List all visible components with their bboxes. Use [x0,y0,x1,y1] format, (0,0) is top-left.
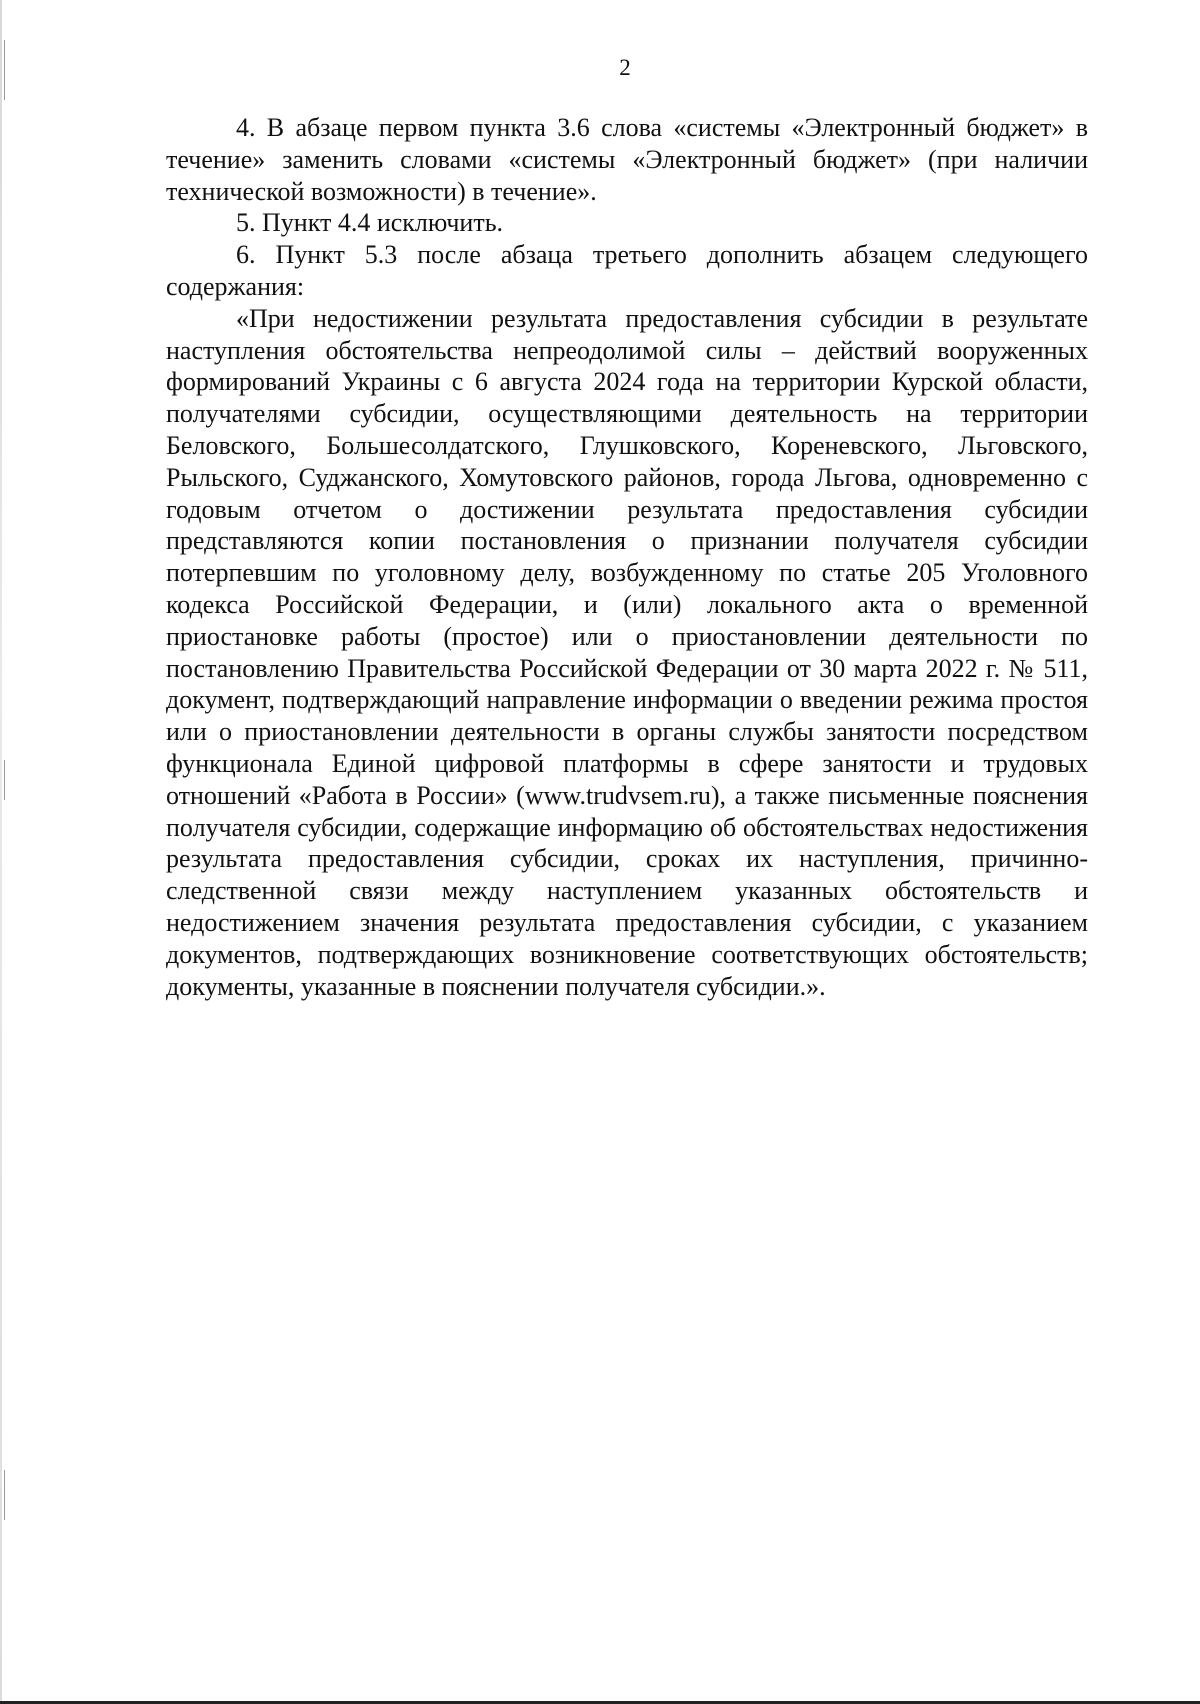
quoted-paragraph: «При недостижении результата предоставления субсидии в результате наступления обстоятельства непреодолимой силы – действий вооруженных формирований Украины с 6 августа 2024 года на территории Курской области, получателями субсидии, осуществляющими деятельность на территории Беловского, Большесолдатского, Глушковского, Кореневского, Льговского, Рыльского, Суджанского, Хомутовского районов, города Льгова, одновременно с годовым отчетом о достижении результата предоставления субсидии представляются копии постановления о признании получателя субсидии потерпевшим по уголовному делу, возбужденному по статье 205 Уголовного кодекса Российской Федерации, и (или) локального акта о временной приостановке работы (простое) или о приостановлении деятельности по постановлению Правительства Российской Федерации от 30 марта 2022 г. № 511, документ, подтверждающий направление информации о введении режима простоя или о приостановлении деятельности в органы службы занятости посредством функционала Единой цифровой платформы в сфере занятости и трудовых отношений «Работа в России» (www.trudvsem.ru), а также письменные пояснения получателя субсидии, содержащие информацию об обстоятельствах недостижения результата предоставления субсидии, сроках их наступления, причинно-следственной связи между наступлением указанных обстоятельств и недостижением значения результата предоставления субсидии, с указанием документов, подтверждающих возникновение соответствующих обстоятельств; документы, указанные в пояснении получателя субсидии.». [166,303,1088,1001]
page-number: 2 [619,55,631,80]
document-body [166,112,1088,1002]
paragraph-item-6: 6. Пункт 5.3 после абзаца третьего дополнить абзацем следующего содержания: [166,240,1088,301]
scan-mark [4,1470,5,1520]
scan-mark [4,760,5,800]
paragraph-item-4: 4. В абзаце первом пункта 3.6 слова «системы «Электронный бюджет» в течение» заменить словами «системы «Электронный бюджет» (при наличии технической возможности) в течение». [166,113,1088,206]
paragraph-item-5: 5. Пункт 4.4 исключить. [236,208,504,238]
scan-edge-left [0,0,2,1704]
